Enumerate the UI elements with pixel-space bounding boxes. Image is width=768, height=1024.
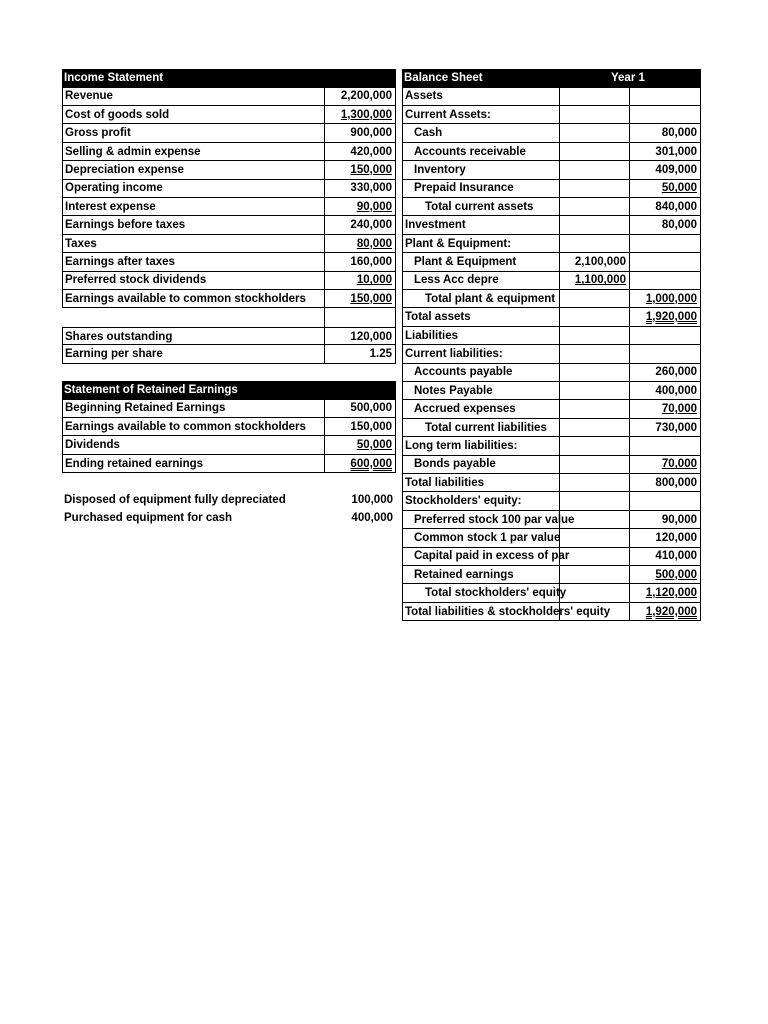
line-item-subvalue <box>559 198 630 217</box>
line-item-amount: 150,000 <box>350 164 392 176</box>
line-item-value <box>630 345 701 364</box>
note-label: Purchased equipment for cash <box>64 512 233 525</box>
income-statement-header <box>62 69 396 88</box>
line-item-text: Liabilities <box>405 329 459 342</box>
line-item-value <box>630 235 701 254</box>
line-item-value <box>324 124 396 143</box>
balance-sheet-row <box>402 511 701 530</box>
line-item-value <box>324 161 396 180</box>
line-item-subvalue <box>559 529 630 548</box>
retained-earnings-row <box>62 399 396 418</box>
line-item-subamount: 1,100,000 <box>574 274 626 287</box>
balance-sheet-row <box>402 87 701 106</box>
balance-sheet-row <box>402 327 701 346</box>
line-item-label <box>402 253 559 272</box>
line-item-value <box>324 399 396 418</box>
income-statement-row <box>62 235 396 254</box>
line-item-label <box>402 437 559 456</box>
line-item-label <box>402 419 559 438</box>
line-item-subvalue <box>559 382 630 401</box>
line-item-text: Plant & Equipment: <box>405 237 512 250</box>
line-item-value <box>324 87 396 106</box>
line-item-label <box>402 603 611 622</box>
line-item-text: Inventory <box>414 164 466 176</box>
line-item-amount: 1,000,000 <box>645 292 697 305</box>
line-item-amount: 80,000 <box>661 219 697 232</box>
line-item-value <box>324 143 396 162</box>
balance-sheet-row <box>402 290 701 309</box>
line-item-amount: 600,000 <box>350 457 392 470</box>
line-item-value <box>630 124 701 143</box>
line-item-label <box>402 511 575 530</box>
line-item-subvalue <box>559 547 630 566</box>
retained-earnings-title: Statement of Retained Earnings <box>62 381 396 400</box>
shares-outstanding-label: Shares outstanding <box>62 327 324 346</box>
shares-outstanding-value: 120,000 <box>324 327 396 346</box>
line-item-amount: 1,120,000 <box>645 587 697 600</box>
line-item-value <box>324 216 396 235</box>
note-row <box>62 491 396 510</box>
line-item-label: Cost of goods sold <box>62 106 324 125</box>
line-item-subvalue <box>559 308 630 327</box>
balance-sheet-row <box>402 437 701 456</box>
line-item-value <box>630 161 701 180</box>
line-item-value <box>630 216 701 235</box>
line-item-label: Earnings before taxes <box>62 216 324 235</box>
line-item-value <box>630 179 701 198</box>
line-item-value <box>630 363 701 382</box>
line-item-label <box>402 198 559 217</box>
balance-sheet-row <box>402 474 701 493</box>
line-item-amount: 260,000 <box>655 366 697 379</box>
line-item-subvalue <box>559 584 630 603</box>
line-item-amount: 150,000 <box>350 292 392 305</box>
line-item-subvalue <box>559 290 630 309</box>
line-item-subvalue <box>559 124 630 143</box>
balance-sheet-row <box>402 253 701 272</box>
note-value: 400,000 <box>351 512 393 525</box>
balance-sheet-header-bar <box>402 69 701 88</box>
line-item-subvalue <box>559 216 630 235</box>
balance-sheet-row <box>402 547 701 566</box>
line-item-label <box>402 455 559 474</box>
line-item-value <box>630 566 701 585</box>
line-item-subvalue <box>559 566 630 585</box>
line-item-text: Investment <box>405 219 466 232</box>
income-statement-row <box>62 161 396 180</box>
balance-sheet-row <box>402 143 701 162</box>
income-statement-row <box>62 124 396 143</box>
line-item-value <box>630 253 701 272</box>
line-item-label <box>402 474 559 493</box>
line-item-value <box>630 529 701 548</box>
line-item-amount: 420,000 <box>350 145 392 158</box>
line-item-text: Notes Payable <box>414 384 493 397</box>
balance-sheet-row <box>402 198 701 217</box>
line-item-text: Assets <box>405 90 443 103</box>
line-item-text: Plant & Equipment <box>414 256 517 268</box>
line-item-value <box>630 511 701 530</box>
line-item-text: Less Acc depre <box>414 274 499 287</box>
line-item-subvalue <box>559 455 630 474</box>
blank-row <box>62 308 396 327</box>
line-item-text: Retained earnings <box>414 568 514 581</box>
retained-earnings-row <box>62 455 396 474</box>
line-item-label <box>402 161 559 180</box>
line-item-text: Capital paid in excess of par <box>414 550 570 563</box>
line-item-label: Taxes <box>62 235 324 254</box>
balance-sheet-year: Year 1 <box>611 72 645 84</box>
balance-sheet-row <box>402 492 701 511</box>
line-item-label: Earnings after taxes <box>62 253 324 272</box>
line-item-amount: 70,000 <box>661 403 697 416</box>
line-item-label: Earnings available to common stockholders <box>62 418 324 437</box>
line-item-value <box>324 106 396 125</box>
note-label: Disposed of equipment fully depreciated <box>64 494 286 506</box>
line-item-amount: 800,000 <box>655 476 697 489</box>
line-item-value <box>324 235 396 254</box>
line-item-text: Total stockholders' equity <box>425 587 567 600</box>
line-item-label: Depreciation expense <box>62 161 324 180</box>
line-item-amount: 730,000 <box>655 421 697 434</box>
line-item-text: Stockholders' equity: <box>405 495 522 508</box>
line-item-label <box>402 345 559 364</box>
line-item-amount: 90,000 <box>661 513 697 526</box>
line-item-amount: 410,000 <box>655 550 697 563</box>
balance-sheet-row <box>402 382 701 401</box>
line-item-amount: 1,300,000 <box>340 108 392 121</box>
line-item-label <box>402 216 559 235</box>
line-item-amount: 80,000 <box>356 237 392 250</box>
line-item-subvalue <box>559 345 630 364</box>
line-item-label <box>402 235 559 254</box>
line-item-text: Current liabilities: <box>405 348 503 360</box>
line-item-amount: 500,000 <box>655 568 697 581</box>
income-statement-title: Income Statement <box>62 69 396 88</box>
line-item-value <box>630 143 701 162</box>
retained-earnings-row <box>62 418 396 437</box>
balance-sheet-row <box>402 271 701 290</box>
income-statement-row <box>62 198 396 217</box>
line-item-text: Long term liabilities: <box>405 440 518 452</box>
eps-label: Earning per share <box>62 345 324 364</box>
line-item-text: Total plant & equipment <box>425 292 556 305</box>
line-item-text: Total assets <box>405 311 471 324</box>
balance-sheet-row <box>402 529 701 548</box>
line-item-label <box>402 529 559 548</box>
line-item-label <box>402 566 559 585</box>
line-item-amount: 500,000 <box>350 402 392 415</box>
line-item-value <box>324 455 396 474</box>
income-statement-row <box>62 216 396 235</box>
balance-sheet-row <box>402 308 701 327</box>
line-item-amount: 160,000 <box>350 256 392 268</box>
line-item-label: Dividends <box>62 436 324 455</box>
line-item-label: Beginning Retained Earnings <box>62 399 324 418</box>
line-item-subvalue <box>559 437 630 456</box>
shares-outstanding-row <box>62 327 396 346</box>
line-item-label <box>402 124 559 143</box>
line-item-value <box>630 382 701 401</box>
line-item-text: Preferred stock 100 par value <box>414 513 575 526</box>
income-statement-row <box>62 143 396 162</box>
line-item-amount: 10,000 <box>356 274 392 287</box>
balance-sheet-row <box>402 419 701 438</box>
line-item-label: Preferred stock dividends <box>62 271 324 290</box>
blank-value-cell <box>324 308 396 327</box>
line-item-value <box>324 179 396 198</box>
line-item-text: Common stock 1 par value <box>414 532 561 544</box>
line-item-amount: 400,000 <box>655 384 697 397</box>
balance-sheet-row <box>402 345 701 364</box>
line-item-subvalue <box>559 474 630 493</box>
income-statement-row <box>62 179 396 198</box>
line-item-label <box>402 492 559 511</box>
line-item-text: Total current assets <box>425 200 534 213</box>
line-item-subvalue <box>559 179 630 198</box>
line-item-text: Accounts payable <box>414 366 513 379</box>
line-item-value <box>630 547 701 566</box>
line-item-amount: 301,000 <box>655 145 697 158</box>
line-item-amount: 120,000 <box>655 532 697 544</box>
line-item-amount: 1,920,000 <box>645 311 697 324</box>
line-item-subvalue <box>559 419 630 438</box>
line-item-value <box>630 271 701 290</box>
note-row <box>62 509 396 528</box>
line-item-subvalue <box>559 161 630 180</box>
line-item-subvalue <box>559 363 630 382</box>
line-item-amount: 50,000 <box>661 182 697 195</box>
line-item-label: Gross profit <box>62 124 324 143</box>
balance-sheet-row <box>402 455 701 474</box>
line-item-value <box>630 437 701 456</box>
line-item-value <box>324 436 396 455</box>
line-item-label <box>402 547 570 566</box>
balance-sheet-row <box>402 161 701 180</box>
line-item-text: Bonds payable <box>414 458 496 471</box>
line-item-value <box>630 308 701 327</box>
line-item-subvalue <box>559 492 630 511</box>
line-item-text: Prepaid Insurance <box>414 182 514 195</box>
line-item-subvalue <box>559 87 630 106</box>
line-item-text: Total current liabilities <box>425 421 547 434</box>
line-item-value <box>630 455 701 474</box>
line-item-label <box>402 308 559 327</box>
line-item-label: Selling & admin expense <box>62 143 324 162</box>
balance-sheet-row <box>402 566 701 585</box>
line-item-amount: 330,000 <box>350 182 392 195</box>
line-item-value <box>324 253 396 272</box>
line-item-label <box>402 584 567 603</box>
line-item-label <box>402 400 559 419</box>
line-item-label: Revenue <box>62 87 324 106</box>
line-item-value <box>324 271 396 290</box>
line-item-label <box>402 179 559 198</box>
line-item-label <box>402 363 559 382</box>
line-item-value <box>630 290 701 309</box>
line-item-text: Total liabilities <box>405 476 485 489</box>
retained-earnings-header <box>62 381 396 400</box>
line-item-amount: 150,000 <box>350 420 392 433</box>
line-item-text: Cash <box>414 127 443 140</box>
line-item-subvalue <box>559 253 630 272</box>
line-item-amount: 90,000 <box>356 200 392 213</box>
line-item-label: Interest expense <box>62 198 324 217</box>
line-item-amount: 900,000 <box>350 127 392 140</box>
line-item-label <box>402 290 559 309</box>
income-statement-row <box>62 106 396 125</box>
line-item-text: Total liabilities & stockholders' equity <box>405 605 611 618</box>
line-item-label <box>402 327 559 346</box>
line-item-amount: 409,000 <box>655 164 697 176</box>
line-item-subamount: 2,100,000 <box>574 256 626 268</box>
income-statement-row <box>62 271 396 290</box>
eps-value: 1.25 <box>324 345 396 364</box>
line-item-value <box>630 603 701 622</box>
line-item-amount: 840,000 <box>655 200 697 213</box>
line-item-amount: 50,000 <box>356 439 392 452</box>
line-item-value <box>324 418 396 437</box>
line-item-amount: 2,200,000 <box>340 90 392 103</box>
balance-sheet-row <box>402 235 701 254</box>
line-item-subvalue <box>559 143 630 162</box>
line-item-subvalue <box>559 400 630 419</box>
line-item-subvalue <box>559 327 630 346</box>
balance-sheet-row <box>402 216 701 235</box>
line-item-label <box>402 143 559 162</box>
balance-sheet-header <box>402 69 701 88</box>
line-item-label <box>402 106 559 125</box>
balance-sheet-row <box>402 584 701 603</box>
balance-sheet-title: Balance Sheet <box>404 72 483 84</box>
income-statement-row <box>62 290 396 309</box>
note-value: 100,000 <box>351 494 393 506</box>
line-item-value <box>324 198 396 217</box>
income-statement-row <box>62 87 396 106</box>
line-item-value <box>630 327 701 346</box>
line-item-amount: 70,000 <box>661 458 697 471</box>
line-item-value <box>630 584 701 603</box>
line-item-value <box>630 87 701 106</box>
balance-sheet-row <box>402 124 701 143</box>
eps-row <box>62 345 396 364</box>
line-item-label: Ending retained earnings <box>62 455 324 474</box>
line-item-label: Operating income <box>62 179 324 198</box>
line-item-subvalue <box>559 271 630 290</box>
balance-sheet-row <box>402 603 701 622</box>
line-item-value <box>630 106 701 125</box>
line-item-value <box>630 419 701 438</box>
retained-earnings-row <box>62 436 396 455</box>
line-item-label: Earnings available to common stockholders <box>62 290 324 309</box>
line-item-subvalue <box>559 106 630 125</box>
line-item-label <box>402 382 559 401</box>
line-item-amount: 1,920,000 <box>645 605 697 618</box>
line-item-subvalue <box>559 235 630 254</box>
line-item-text: Accrued expenses <box>414 403 516 416</box>
line-item-amount: 240,000 <box>350 219 392 232</box>
income-statement-row <box>62 253 396 272</box>
line-item-value <box>630 492 701 511</box>
balance-sheet-row <box>402 106 701 125</box>
balance-sheet-row <box>402 179 701 198</box>
line-item-label <box>402 271 559 290</box>
line-item-text: Current Assets: <box>405 108 491 121</box>
line-item-value <box>630 198 701 217</box>
line-item-value <box>324 290 396 309</box>
line-item-value <box>630 474 701 493</box>
balance-sheet-row <box>402 400 701 419</box>
line-item-amount: 80,000 <box>661 127 697 140</box>
line-item-value <box>630 400 701 419</box>
balance-sheet-row <box>402 363 701 382</box>
line-item-text: Accounts receivable <box>414 145 526 158</box>
line-item-label <box>402 87 559 106</box>
